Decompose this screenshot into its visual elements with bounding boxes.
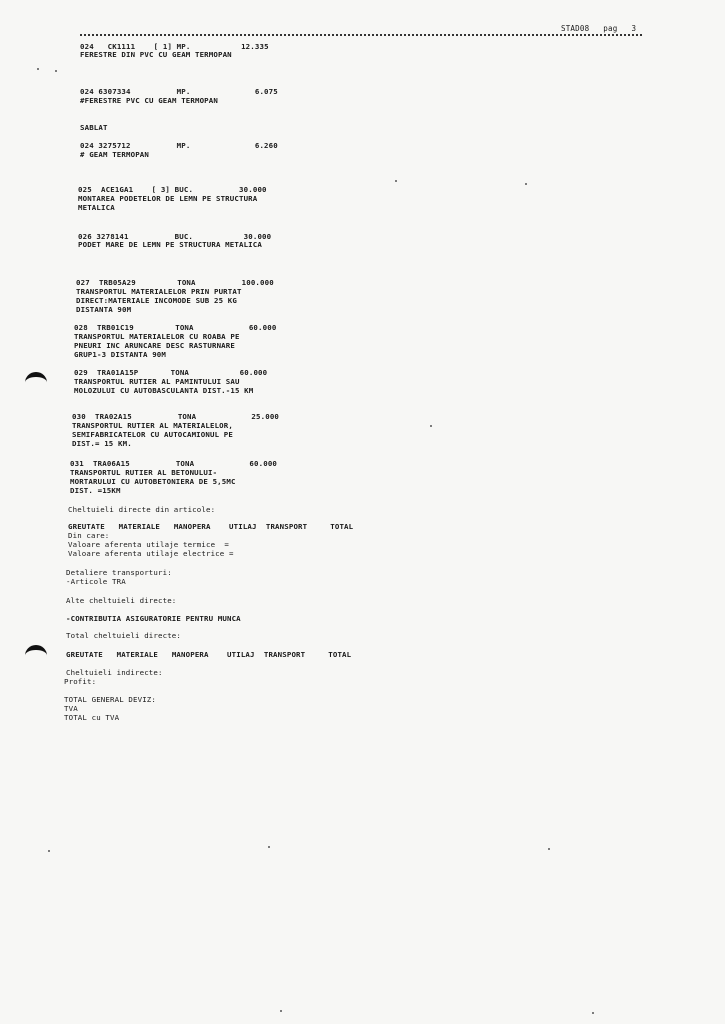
item-description: DIRECT:MATERIALE INCOMODE SUB 25 KG xyxy=(76,296,237,305)
item-description: MORTARULUI CU AUTOBETONIERA DE 5,5MC xyxy=(70,477,236,486)
item-description: GRUP1-3 DISTANTA 90M xyxy=(74,350,166,359)
punch-hole-bottom xyxy=(25,645,47,666)
item-header: 029 TRA01A15P TONA 60.000 xyxy=(74,368,268,377)
indirect-costs-label: Cheltuieli indirecte: xyxy=(66,668,163,677)
tra-articles-label: -Articole TRA xyxy=(66,577,126,586)
item-header: 026 3278141 BUC. 30.000 xyxy=(78,232,272,241)
item-header: 027 TRB05A29 TONA 100.000 xyxy=(76,278,274,287)
transport-detail-label: Detaliere transporturi: xyxy=(66,568,172,577)
insurance-contribution-label: -CONTRIBUTIA ASIGURATORIE PENTRU MUNCA xyxy=(66,614,241,623)
item-description: FERESTRE DIN PVC CU GEAM TERMOPAN xyxy=(80,50,232,59)
thermal-utilities-label: Valoare aferenta utilaje termice = xyxy=(68,540,229,549)
direct-costs-label: Cheltuieli directe din articole: xyxy=(68,505,216,514)
punch-hole-top xyxy=(25,372,47,393)
total-with-tva-label: TOTAL cu TVA xyxy=(64,713,120,722)
summary-columns: GREUTATE MATERIALE MANOPERA UTILAJ TRANSPORT TOTAL xyxy=(66,650,352,659)
item-header: 031 TRA06A15 TONA 60.000 xyxy=(70,459,278,468)
page-number: 3 xyxy=(631,24,637,33)
scan-speck xyxy=(592,1012,594,1014)
item-header: 024 3275712 MP. 6.260 xyxy=(80,141,278,150)
item-description: TRANSPORTUL RUTIER AL MATERIALELOR, xyxy=(72,421,233,430)
page-header xyxy=(561,24,650,33)
scan-speck xyxy=(37,68,39,70)
item-description: PNEURI INC ARUNCARE DESC RASTURNARE xyxy=(74,341,235,350)
scan-speck xyxy=(55,70,57,72)
item-header: 028 TRB01C19 TONA 60.000 xyxy=(74,323,277,332)
item-description: TRANSPORTUL RUTIER AL BETONULUI- xyxy=(70,468,218,477)
item-description: # GEAM TERMOPAN xyxy=(80,150,149,159)
item-description: DIST.= 15 KM. xyxy=(72,439,132,448)
item-header: 025 ACE1GA1 [ 3] BUC. 30.000 xyxy=(78,185,267,194)
electric-utilities-label: Valoare aferenta utilaje electrice = xyxy=(68,549,234,558)
item-description: TRANSPORTUL MATERIALELOR CU ROABA PE xyxy=(74,332,240,341)
item-header: 024 6307334 MP. 6.075 xyxy=(80,87,278,96)
header-separator xyxy=(80,34,642,36)
item-description: MONTAREA PODETELOR DE LEMN PE STRUCTURA xyxy=(78,194,258,203)
total-direct-label: Total cheltuieli directe: xyxy=(66,631,181,640)
scan-speck xyxy=(280,1010,282,1012)
other-direct-label: Alte cheltuieli directe: xyxy=(66,596,177,605)
item-description: DIST. =15KM xyxy=(70,486,121,495)
item-header: 030 TRA02A15 TONA 25.000 xyxy=(72,412,280,421)
page-label: pag xyxy=(603,24,618,33)
item-header: 024 CK1111 [ 1] MP. 12.335 xyxy=(80,42,269,51)
scan-speck xyxy=(395,180,397,182)
grand-total-label: TOTAL GENERAL DEVIZ: xyxy=(64,695,156,704)
summary-columns: GREUTATE MATERIALE MANOPERA UTILAJ TRANSPORT TOTAL xyxy=(68,522,354,531)
item-description: #FERESTRE PVC CU GEAM TERMOPAN xyxy=(80,96,218,105)
report-code: STAD08 xyxy=(561,24,590,33)
item-description: TRANSPORTUL RUTIER AL PAMINTULUI SAU xyxy=(74,377,240,386)
profit-label: Profit: xyxy=(64,677,97,686)
item-description: METALICA xyxy=(78,203,115,212)
scan-speck xyxy=(525,183,527,185)
of-which-label: Din care: xyxy=(68,531,110,540)
scan-speck xyxy=(268,846,270,848)
item-description: DISTANTA 90M xyxy=(76,305,132,314)
item-description: TRANSPORTUL MATERIALELOR PRIN PURTAT xyxy=(76,287,242,296)
scan-speck xyxy=(548,848,550,850)
item-description: PODET MARE DE LEMN PE STRUCTURA METALICA xyxy=(78,240,262,249)
item-description: MOLOZULUI CU AUTOBASCULANTA DIST.-15 KM xyxy=(74,386,254,395)
item-description: SEMIFABRICATELOR CU AUTOCAMIONUL PE xyxy=(72,430,233,439)
scan-speck xyxy=(48,850,50,852)
tva-label: TVA xyxy=(64,704,78,713)
section-label: SABLAT xyxy=(80,123,108,132)
scan-speck xyxy=(430,425,432,427)
